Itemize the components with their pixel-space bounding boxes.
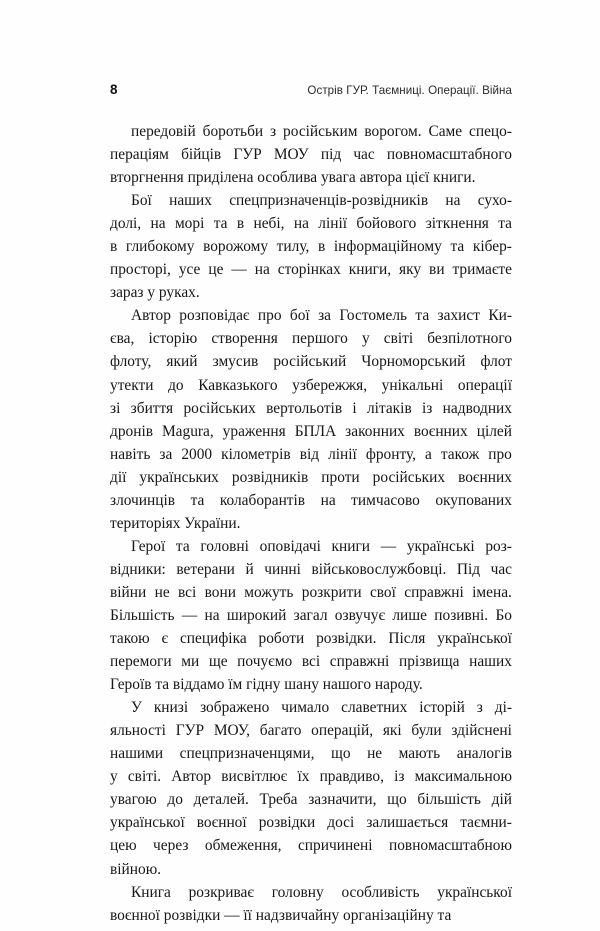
text-line: зі збиття російських вертольотів і літаків із надводних (110, 399, 512, 417)
text-line: Автор розповідає про бої за Гостомель та захист Ки- (131, 307, 512, 325)
text-line: війни не всі вони можуть розкрити свої справжні імена. (110, 583, 512, 601)
text-line: Героїв та віддамо їм гідну шану нашого народу. (110, 676, 423, 694)
text-line: відники: ветерани й чинні військовослужбовці. Під час (110, 560, 512, 578)
text-line: в глибокому ворожому тилу, в інформаційному та кібер- (110, 238, 512, 256)
text-line: єва, історію створення першого у світі безпілотного (110, 330, 512, 348)
text-line: Книга розкриває головну особливість української (131, 883, 512, 901)
paragraph (110, 535, 512, 696)
text-line: такою є специфіка роботи розвідки. Після української (110, 630, 512, 648)
text-line: у світі. Автор висвітлює їх правдиво, із максимальною (110, 768, 512, 786)
paragraph (110, 696, 512, 880)
text-line: утекти до Кавказького узбережжя, унікальні операції (110, 376, 512, 394)
text-line: долі, на морі та в небі, на лінії бойового зіткнення та (110, 215, 512, 233)
text-line: злочинців та колаборантів на тимчасово окупованих (110, 491, 512, 509)
text-line: Герої та головні оповідачі книги — українські роз- (131, 537, 512, 555)
text-line: Бої наших спецпризначенців-розвідників на сухо- (131, 192, 512, 210)
paragraph (110, 189, 512, 304)
text-line: флоту, який змусив російський Чорноморський флот (110, 353, 512, 371)
body-text-block (110, 120, 512, 927)
text-line: зараз у руках. (110, 284, 200, 302)
text-line: увагою до деталей. Треба зазначити, що більшість дій (110, 791, 512, 809)
text-line: У книзі зображено чимало славетних історій з ді- (131, 699, 512, 717)
text-line: дії українських розвідників проти російських воєнних (110, 468, 512, 486)
text-line: перемоги ми ще почуємо всі справжні прізвища наших (110, 653, 512, 671)
text-line: цею через обмеження, спричинені повномасштабною (110, 837, 512, 855)
text-line: української воєнної розвідки досі залишається таємни- (110, 814, 512, 832)
text-line: навіть за 2000 кілометрів від лінії фронту, а також про (110, 445, 512, 463)
text-line: передовій боротьби з російським ворогом. Саме спецо- (131, 123, 512, 140)
paragraph (110, 120, 512, 189)
running-header (110, 82, 512, 102)
paragraph (110, 881, 512, 927)
page-number: 8 (110, 82, 118, 97)
text-line: дронів Magura, ураження БПЛА законних воєнних цілей (110, 422, 512, 440)
text-line: воєнної розвідки — її надзвичайну організаційну та (110, 906, 452, 924)
text-line: просторі, усе це — на сторінках книги, яку ви тримаєте (110, 261, 512, 279)
running-title: Острів ГУР. Таємниці. Операції. Війна (307, 84, 512, 97)
text-line: територіях України. (110, 514, 241, 532)
paragraph (110, 304, 512, 534)
text-line: нашими спецпризначенцями, що не мають аналогів (110, 745, 512, 763)
text-line: пераціям бійців ГУР МОУ під час повномасштабного (110, 146, 512, 164)
text-line: вторгнення приділена особлива увага автора цієї книги. (110, 169, 476, 187)
text-line: війною. (110, 860, 162, 878)
text-line: Більшість — на широкий загал озвучує лише позивні. Бо (110, 606, 512, 624)
text-line: яльності ГУР МОУ, багато операцій, які були здійснені (110, 722, 512, 740)
